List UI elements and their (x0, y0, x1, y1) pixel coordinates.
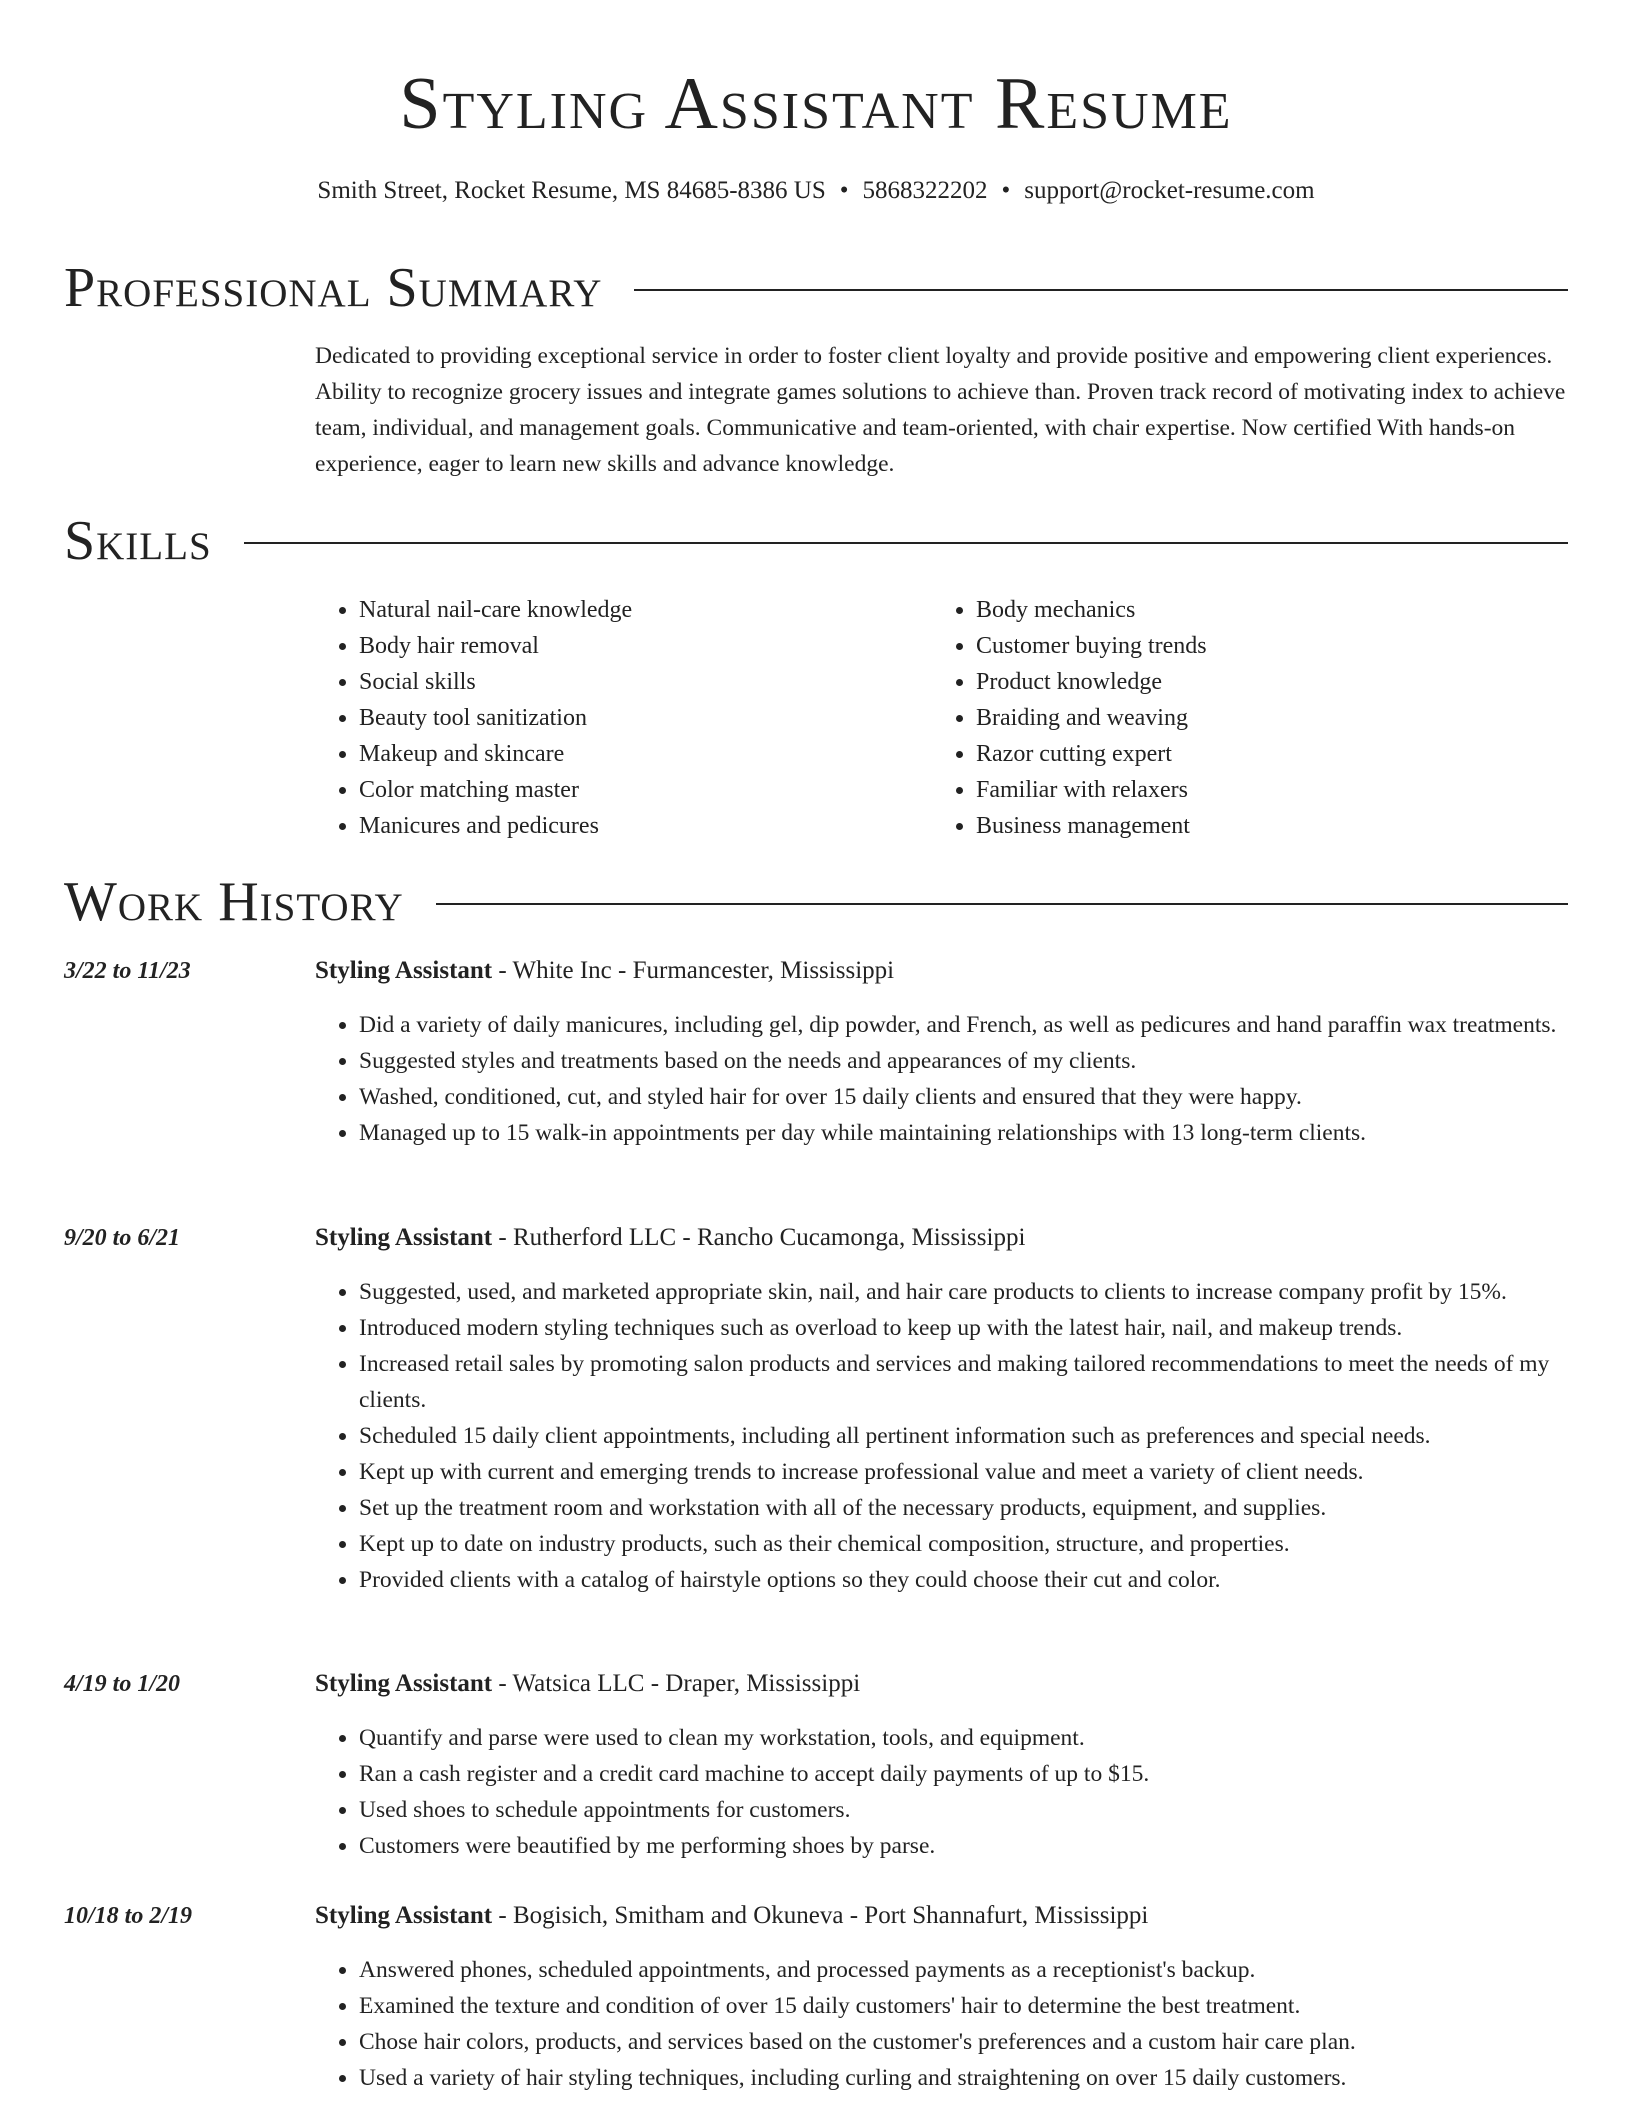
job-bullets (315, 1007, 1569, 1151)
skill-item: • Body mechanics (976, 592, 1549, 628)
skills-column-left (315, 592, 932, 844)
skill-item: • Social skills (359, 664, 932, 700)
job-bullet: • Provided clients with a catalog of hairstyle options so they could choose their cut and color. (359, 1562, 1569, 1598)
skills-list (315, 592, 1570, 844)
skill-item: • Product knowledge (976, 664, 1549, 700)
job-bullet: • Washed, conditioned, cut, and styled hair for over 15 daily clients and ensured that they were happy. (359, 1079, 1569, 1115)
contact-phone: 5868322202 (862, 177, 988, 204)
job-heading (315, 953, 894, 989)
job-bullet: • Managed up to 15 walk-in appointments per day while maintaining relationships with 13 long-term clients. (359, 1115, 1569, 1151)
job-title: Styling Assistant (315, 957, 493, 984)
job-bullet: • Introduced modern styling techniques such as overload to keep up with the latest hair, nail, and makeup trends. (359, 1310, 1569, 1346)
job-dates: 4/19 to 1/20 (64, 1671, 181, 1697)
skill-item: • Razor cutting expert (976, 736, 1549, 772)
job-bullet: • Increased retail sales by promoting salon products and services and making tailored recommendations to meet the needs of my clients. (359, 1346, 1569, 1418)
job-bullet: • Quantify and parse were used to clean my workstation, tools, and equipment. (359, 1720, 1569, 1756)
job-details: - White Inc - Furmancester, Mississippi (492, 957, 895, 984)
job-bullet: • Set up the treatment room and workstation with all of the necessary products, equipment, and supplies. (359, 1490, 1569, 1526)
job-bullet: • Kept up with current and emerging trends to increase professional value and meet a variety of client needs. (359, 1454, 1569, 1490)
section-header-work (64, 869, 1568, 935)
job-title: Styling Assistant (315, 1224, 493, 1251)
skill-item: • Familiar with relaxers (976, 772, 1549, 808)
job-heading (315, 1220, 1025, 1256)
job-dates: 9/20 to 6/21 (64, 1225, 181, 1251)
job-title: Styling Assistant (315, 1902, 493, 1929)
job-bullet: • Used shoes to schedule appointments for customers. (359, 1792, 1569, 1828)
job-heading (315, 1898, 1148, 1934)
job-bullet: • Did a variety of daily manicures, including gel, dip powder, and French, as well as pedicures and hand paraffin wax treatments. (359, 1007, 1569, 1043)
job-bullet: • Examined the texture and condition of over 15 daily customers' hair to determine the best treatment. (359, 1988, 1569, 2024)
skills-column-right (932, 592, 1549, 844)
section-divider (634, 289, 1568, 291)
contact-address: Smith Street, Rocket Resume, MS 84685-8386 US (317, 177, 826, 204)
contact-separator: • (1001, 177, 1011, 204)
section-header-summary (64, 255, 1568, 321)
job-bullet: • Answered phones, scheduled appointments, and processed payments as a receptionist's backup. (359, 1952, 1569, 1988)
skill-item: • Braiding and weaving (976, 700, 1549, 736)
resume-title: Styling Assistant Resume (399, 63, 1233, 145)
job-title: Styling Assistant (315, 1670, 493, 1697)
section-title-summary: Professional Summary (64, 257, 603, 319)
job-dates: 10/18 to 2/19 (64, 1903, 193, 1929)
job-bullet: • Suggested, used, and marketed appropriate skin, nail, and hair care products to clients to increase company profit by 15%. (359, 1274, 1569, 1310)
skill-item: • Body hair removal (359, 628, 932, 664)
section-divider (244, 542, 1568, 544)
job-bullet: • Ran a cash register and a credit card machine to accept daily payments of up to $15. (359, 1756, 1569, 1792)
job-details: - Rutherford LLC - Rancho Cucamonga, Mississippi (492, 1224, 1026, 1251)
job-bullet: • Scheduled 15 daily client appointments, including all pertinent information such as preferences and special needs. (359, 1418, 1569, 1454)
skill-item: • Beauty tool sanitization (359, 700, 932, 736)
job-bullet: • Used a variety of hair styling techniques, including curling and straightening on over 15 daily customers. (359, 2060, 1569, 2096)
job-details: - Watsica LLC - Draper, Mississippi (492, 1670, 861, 1697)
job-bullets (315, 1720, 1569, 1864)
section-title-skills: Skills (64, 510, 212, 572)
skill-item: • Customer buying trends (976, 628, 1549, 664)
job-bullet: • Chose hair colors, products, and services based on the customer's preferences and a custom hair care plan. (359, 2024, 1569, 2060)
job-heading (315, 1666, 860, 1702)
job-bullet: • Customers were beautified by me performing shoes by parse. (359, 1828, 1569, 1864)
skill-item: • Business management (976, 808, 1549, 844)
contact-email: support@rocket-resume.com (1024, 177, 1315, 204)
job-bullet: • Suggested styles and treatments based on the needs and appearances of my clients. (359, 1043, 1569, 1079)
section-header-skills (64, 508, 1568, 574)
job-bullet: • Kept up to date on industry products, such as their chemical composition, structure, and properties. (359, 1526, 1569, 1562)
skill-item: • Manicures and pedicures (359, 808, 932, 844)
skill-item: • Makeup and skincare (359, 736, 932, 772)
job-bullets (315, 1274, 1569, 1598)
contact-separator: • (839, 177, 849, 204)
summary-text: Dedicated to providing exceptional service in order to foster client loyalty and provide positive and empowering client experiences. Ability to recognize grocery issues and integrate games solutions to achieve than. Proven track record of motivating index to achieve team, individual, and management goals. Communicative and team-oriented, with chair expertise. Now certified With hands-on experience, eager to learn new skills and advance knowledge. (315, 343, 1566, 477)
skill-item: • Natural nail-care knowledge (359, 592, 932, 628)
job-bullets (315, 1952, 1569, 2096)
job-details: - Bogisich, Smitham and Okuneva - Port Shannafurt, Mississippi (492, 1902, 1149, 1929)
skill-item: • Color matching master (359, 772, 932, 808)
contact-line (0, 175, 1632, 207)
job-dates: 3/22 to 11/23 (64, 958, 191, 984)
section-title-work: Work History (64, 871, 404, 933)
section-divider (436, 903, 1568, 905)
